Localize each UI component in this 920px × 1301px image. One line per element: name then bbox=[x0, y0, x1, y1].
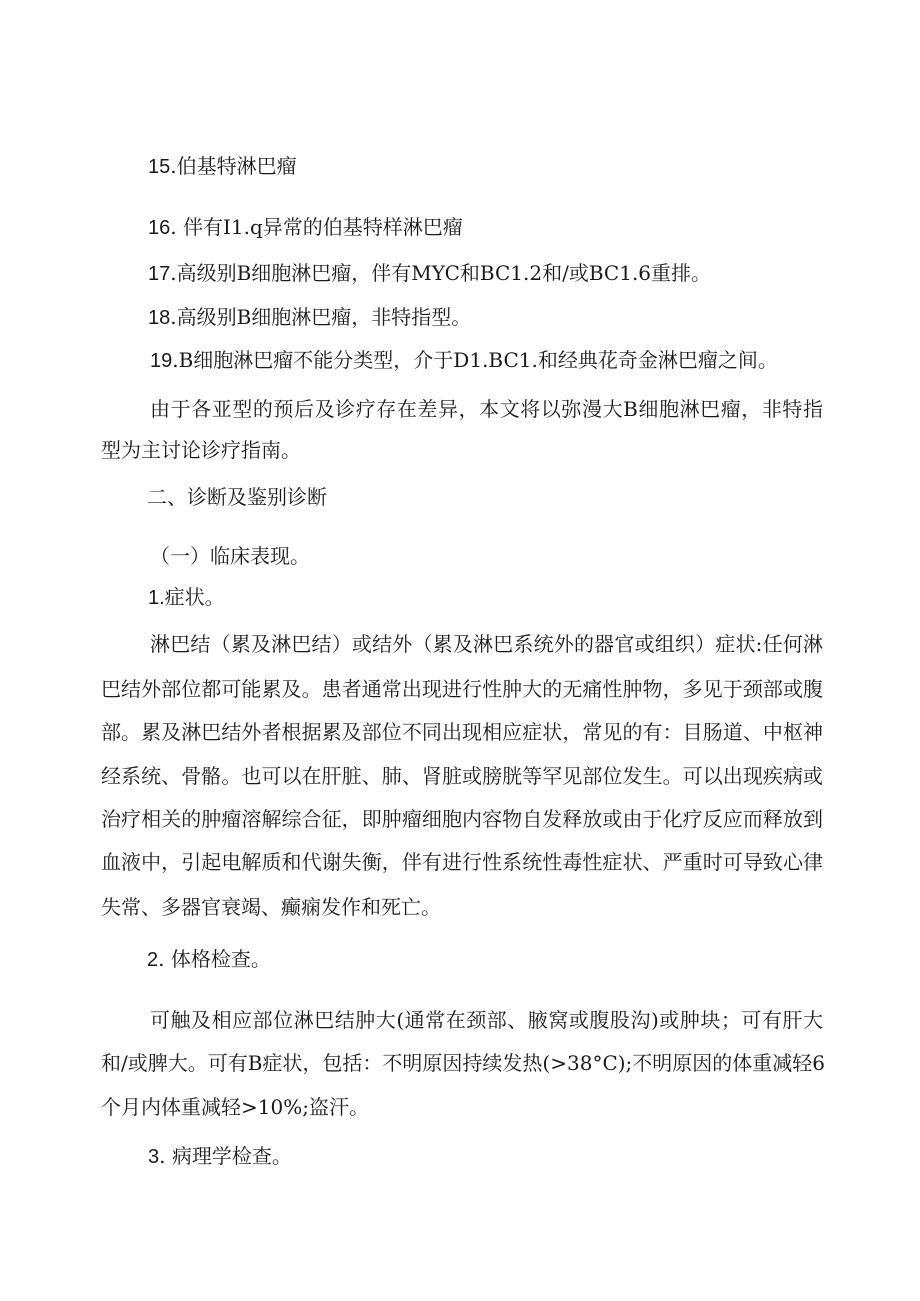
symptoms-paragraph-line: 血液中，引起电解质和代谢失衡，伴有进行性系统性毒性症状、严重时可导致心律 bbox=[101, 850, 823, 874]
item-text: . 病理学检查。 bbox=[159, 1144, 292, 1168]
list-item-number: 19 bbox=[150, 350, 173, 372]
item-number: 2 bbox=[147, 949, 159, 971]
item-3-heading bbox=[148, 1142, 292, 1171]
list-item-19 bbox=[150, 346, 778, 375]
list-item-text: .高级别B细胞淋巴瘤，伴有MYC和BC1.2和/或BC1.6重排。 bbox=[170, 261, 712, 285]
list-item-text: .高级别B细胞淋巴瘤，非特指型。 bbox=[170, 305, 472, 329]
item-1-heading: 1.症状。 bbox=[148, 587, 225, 609]
subsection-heading: （一）临床表现。 bbox=[150, 544, 310, 568]
list-item-text: .B细胞淋巴瘤不能分类型，介于D1.BC1.和经典花奇金淋巴瘤之间。 bbox=[172, 348, 778, 372]
list-item-text: .伯基特淋巴瘤 bbox=[170, 154, 297, 178]
exam-paragraph-line: 和/或脾大。可有B症状，包括：不明原因持续发热(>38°C);不明原因的体重减轻6 bbox=[101, 1051, 826, 1075]
symptoms-paragraph-line: 经系统、骨骼。也可以在肝脏、肺、肾脏或膀胱等罕见部位发生。可以出现疾病或 bbox=[101, 764, 823, 788]
section-heading: 二、诊断及鉴别诊断 bbox=[147, 485, 327, 509]
item-2-heading bbox=[147, 945, 271, 974]
list-item-text: . 伴有I1.q异常的伯基特样淋巴瘤 bbox=[170, 215, 463, 239]
intro-paragraph-line: 由于各亚型的预后及诊疗存在差异，本文将以弥漫大B细胞淋巴瘤，非特指 bbox=[150, 397, 823, 421]
list-item-16 bbox=[148, 213, 463, 242]
list-item-number: 16 bbox=[148, 217, 171, 239]
item-text: . 体格检查。 bbox=[158, 947, 271, 971]
intro-paragraph-line: 型为主讨论诊疗指南。 bbox=[101, 438, 301, 462]
exam-paragraph-line: 个月内体重减轻>10%;盗汗。 bbox=[101, 1095, 369, 1119]
symptoms-paragraph-line: 淋巴结（累及淋巴结）或结外（累及淋巴系统外的器官或组织）症状:任何淋 bbox=[150, 632, 823, 656]
symptoms-paragraph-line: 部。累及淋巴结外者根据累及部位不同出现相应症状，常见的有：目肠道、中枢神 bbox=[101, 720, 823, 744]
list-item-number: 15 bbox=[148, 156, 171, 178]
list-item-17 bbox=[148, 259, 711, 288]
exam-paragraph-line: 可触及相应部位淋巴结肿大(通常在颈部、腋窝或腹股沟)或肿块；可有肝大 bbox=[150, 1008, 823, 1032]
list-item-18 bbox=[148, 303, 471, 332]
list-item-15 bbox=[148, 152, 297, 181]
item-number: 3 bbox=[148, 1146, 160, 1168]
symptoms-paragraph-line: 巴结外部位都可能累及。患者通常出现进行性肿大的无痛性肿物，多见于颈部或腹 bbox=[101, 677, 823, 701]
list-item-number: 17 bbox=[148, 263, 171, 285]
symptoms-paragraph-line: 治疗相关的肿瘤溶解综合征，即肿瘤细胞内容物自发释放或由于化疗反应而释放到 bbox=[101, 807, 823, 831]
list-item-number: 18 bbox=[148, 307, 171, 329]
symptoms-paragraph-line: 失常、多器官衰竭、癫痫发作和死亡。 bbox=[101, 895, 441, 919]
